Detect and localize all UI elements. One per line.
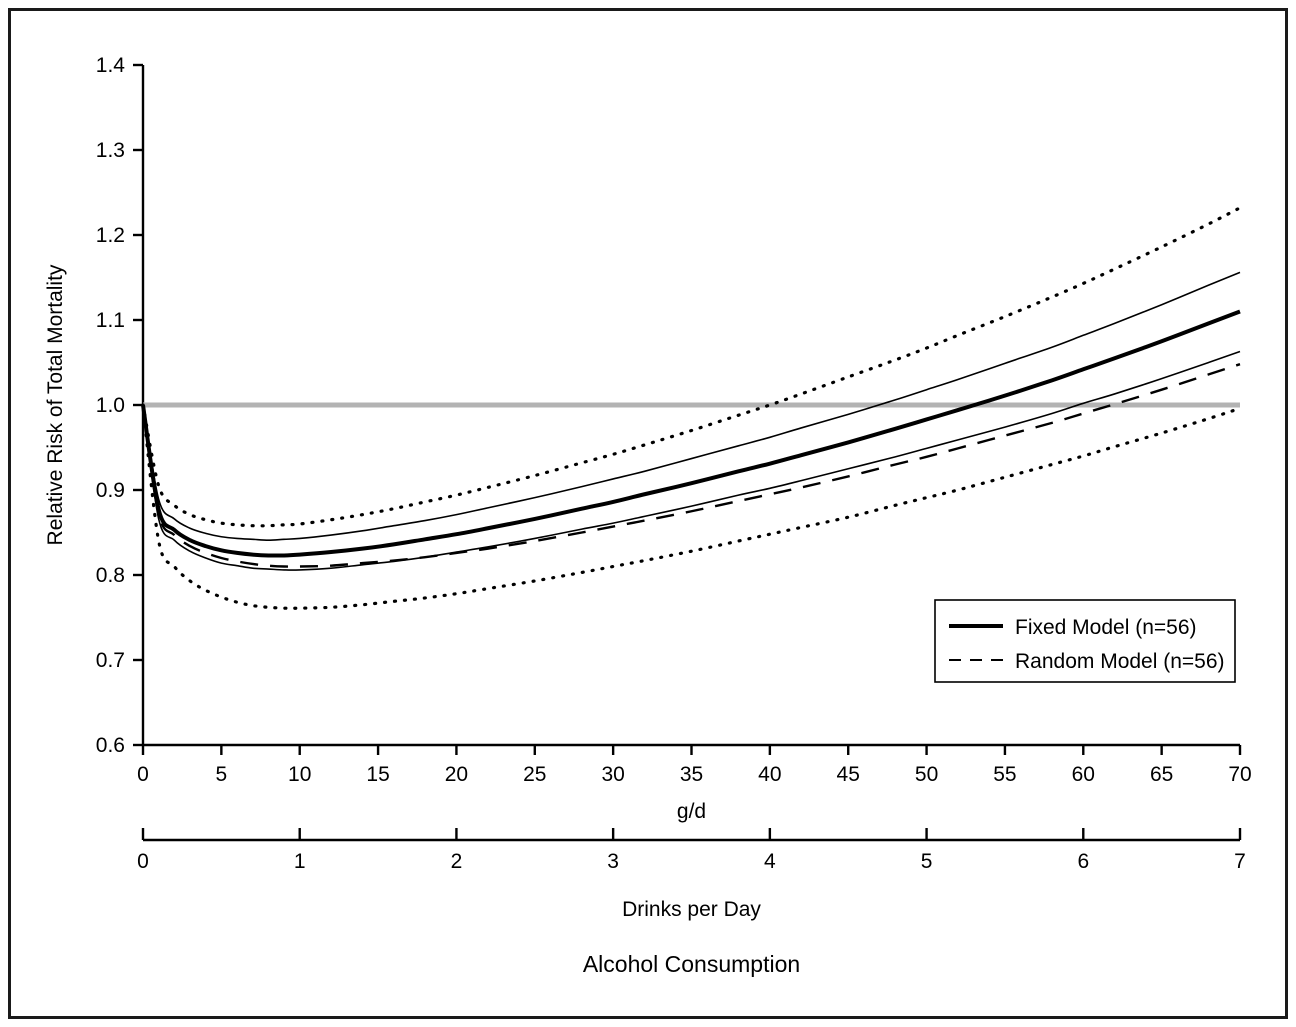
series-line: [143, 312, 1240, 556]
x-tick-label: 50: [914, 763, 939, 786]
x-tick-label: 5: [215, 763, 228, 786]
y-tick-label: 0.6: [95, 734, 125, 757]
series-line: [143, 364, 1240, 566]
x-tick-label: 35: [679, 763, 704, 786]
x-tick-label: 70: [1228, 763, 1252, 786]
x-tick-label: 20: [444, 763, 469, 786]
y-tick-label: 1.3: [95, 139, 125, 162]
secondary-x-tick-label: 7: [1234, 850, 1246, 873]
x-tick-label: 55: [993, 763, 1017, 786]
x-tick-label: 45: [836, 763, 860, 786]
y-tick-label: 0.7: [95, 649, 125, 672]
y-tick-label: 1.2: [95, 224, 125, 247]
x-tick-label: 65: [1149, 763, 1174, 786]
secondary-x-tick-label: 5: [920, 850, 933, 873]
y-tick-label: 0.9: [95, 479, 125, 502]
secondary-x-tick-label: 0: [137, 850, 149, 873]
secondary-x-tick-label: 6: [1077, 850, 1090, 873]
y-tick-label: 1.0: [95, 394, 125, 417]
x-tick-label: 10: [288, 763, 312, 786]
series-line: [143, 208, 1240, 526]
secondary-x-tick-label: 4: [764, 850, 776, 873]
chart-caption: Alcohol Consumption: [582, 951, 801, 977]
x-tick-label: 15: [366, 763, 390, 786]
secondary-x-tick-label: 3: [607, 850, 619, 873]
legend-label: Fixed Model (n=56): [1015, 616, 1197, 639]
legend-label: Random Model (n=56): [1015, 650, 1225, 673]
y-tick-label: 0.8: [95, 564, 125, 587]
y-tick-label: 1.1: [95, 309, 125, 332]
secondary-x-tick-label: 1: [293, 850, 306, 873]
y-axis-title: Relative Risk of Total Mortality: [44, 264, 67, 546]
x-tick-label: 40: [758, 763, 782, 786]
x-tick-label: 30: [601, 763, 625, 786]
x-tick-label: 0: [137, 763, 149, 786]
x-axis-title: g/d: [676, 800, 707, 823]
x-tick-label: 60: [1071, 763, 1095, 786]
secondary-x-tick-label: 2: [450, 850, 463, 873]
y-tick-label: 1.4: [95, 54, 125, 77]
secondary-x-axis-title: Drinks per Day: [622, 898, 761, 921]
x-tick-label: 25: [523, 763, 547, 786]
